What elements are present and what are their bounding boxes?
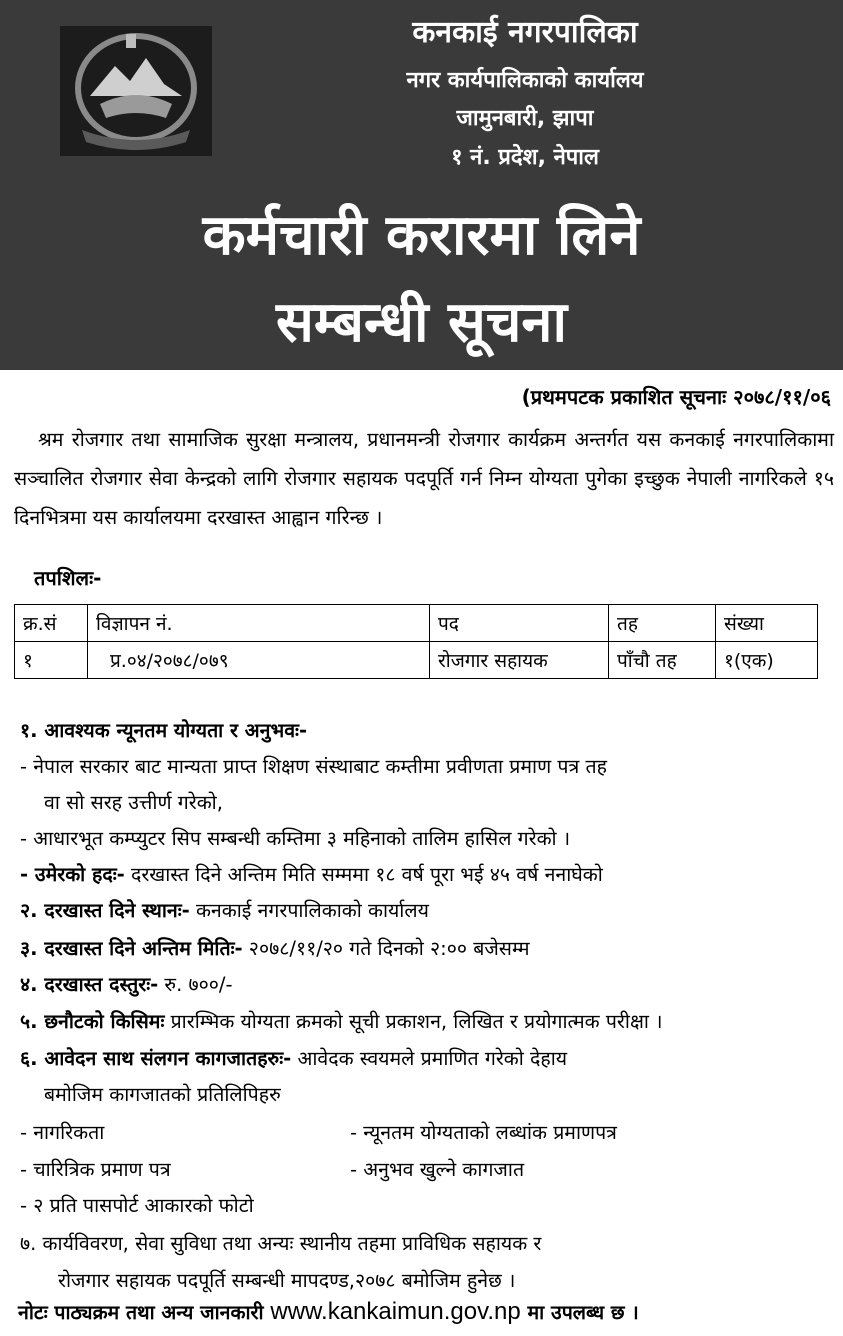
document-item: - न्यूनतम योग्यताको लब्धांक प्रमाणपत्र (350, 1121, 617, 1144)
terms-of-reference: ७. कार्यविवरण, सेवा सुविधा तथा अन्यः स्थानीय तहमा प्राविधिक सहायक र (20, 1232, 542, 1255)
selection-method: ५. छनौटको किसिमः प्रारम्भिक योग्यता क्रमको सूची प्रकाशन, लिखित र प्रयोगात्मक परीक्षा । (20, 1010, 663, 1033)
emblem-icon (60, 26, 212, 156)
application-fee: ४. दरखास्त दस्तुरः- रु. ७००/- (20, 973, 233, 996)
application-deadline: ३. दरखास्त दिने अन्तिम मितिः- २०७८/११/२० गते दिनको २:०० बजेसम्म (20, 937, 530, 960)
table-cell: १(एक) (716, 642, 818, 679)
document-item: - अनुभव खुल्ने कागजात (350, 1158, 525, 1181)
nepal-emblem-logo (60, 26, 212, 156)
intro-paragraph (14, 420, 834, 537)
table-cell: रोजगार सहायक (430, 642, 609, 679)
terms-of-reference-cont: रोजगार सहायक पदपूर्ति सम्बन्धी मापदण्ड,२०७८ बमोजिम हुनेछ । (58, 1269, 516, 1292)
table-header-cell: संख्या (716, 605, 818, 642)
office-location: जामुनबारी, झापा (456, 106, 594, 131)
qualification-item: - नेपाल सरकार बाट मान्यता प्राप्त शिक्षण संस्थाबाट कम्तीमा प्रवीणता प्रमाण पत्र तह (20, 755, 607, 778)
details-label: तपशिलः- (34, 566, 102, 590)
notice-title-line2: सम्बन्धी सूचना (276, 290, 567, 355)
table-header-cell: तह (609, 605, 716, 642)
document-item: - नागरिकता (20, 1121, 105, 1144)
table-cell: १ (15, 642, 88, 679)
table-cell: प्र.०४/२०७८/०७९ (88, 642, 430, 679)
table-header-cell: पद (430, 605, 609, 642)
required-documents-cont: बमोजिम कागजातको प्रतिलिपिहरु (44, 1083, 281, 1106)
vacancy-table (14, 604, 818, 679)
document-item: - चारित्रिक प्रमाण पत्र (20, 1158, 171, 1181)
application-place: २. दरखास्त दिने स्थानः- कनकाई नगरपालिकाको कार्यालय (20, 899, 429, 922)
office-province: १ नं. प्रदेश, नेपाल (451, 145, 599, 170)
website-link[interactable]: www.kankaimun.gov.np (270, 1298, 521, 1325)
age-limit: - उमेरको हदः- दरखास्त दिने अन्तिम मिति सम्ममा १८ वर्ष पूरा भई ४५ वर्ष ननाघेको (20, 863, 603, 886)
table-row (15, 642, 818, 679)
office-subtitle: नगर कार्यपालिकाको कार्यालय (406, 68, 644, 93)
header-banner (0, 0, 843, 370)
table-cell: पाँचौ तह (609, 642, 716, 679)
table-header-cell: क्र.सं (15, 605, 88, 642)
notice-title-line1: कर्मचारी करारमा लिने (202, 203, 641, 268)
office-name: कनकाई नगरपालिका (412, 15, 638, 50)
intro-text: श्रम रोजगार तथा सामाजिक सुरक्षा मन्त्रालय, प्रधानमन्त्री रोजगार कार्यक्रम अन्तर्गत यस कनकाई नगरपालिकामा सञ्चालित रोजगार सेवा केन्द्रको लागि रोजगार सहायक पदपूर्ति गर्न निम्न योग्यता पुगेका इच्छुक नेपाली नागरिकले १५ दिनभित्रमा यस कार्यालयमा दरखास्त आह्वान गरिन्छ । (14, 428, 834, 529)
note-line: नोटः पाठ्यक्रम तथा अन्य जानकारी www.kankaimun.gov.np मा उपलब्ध छ । (18, 1298, 639, 1325)
document-item: - २ प्रति पासपोर्ट आकारको फोटो (20, 1194, 254, 1217)
qualification-heading: १. आवश्यक न्यूनतम योग्यता र अनुभवः- (20, 719, 308, 742)
required-documents: ६. आवेदन साथ संलगन कागजातहरुः- आवेदक स्वयमले प्रमाणित गरेको देहाय (20, 1047, 568, 1070)
qualification-item: - आधारभूत कम्प्युटर सिप सम्बन्धी कम्तिमा ३ महिनाको तालिम हासिल गरेको । (20, 827, 571, 850)
table-header-cell: विज्ञापन नं. (88, 605, 430, 642)
table-header-row (15, 605, 818, 642)
qualification-item-cont: वा सो सरह उत्तीर्ण गरेको, (44, 791, 223, 814)
publication-note: (प्रथमपटक प्रकाशित सूचनाः २०७८/११/०६ (521, 385, 831, 409)
